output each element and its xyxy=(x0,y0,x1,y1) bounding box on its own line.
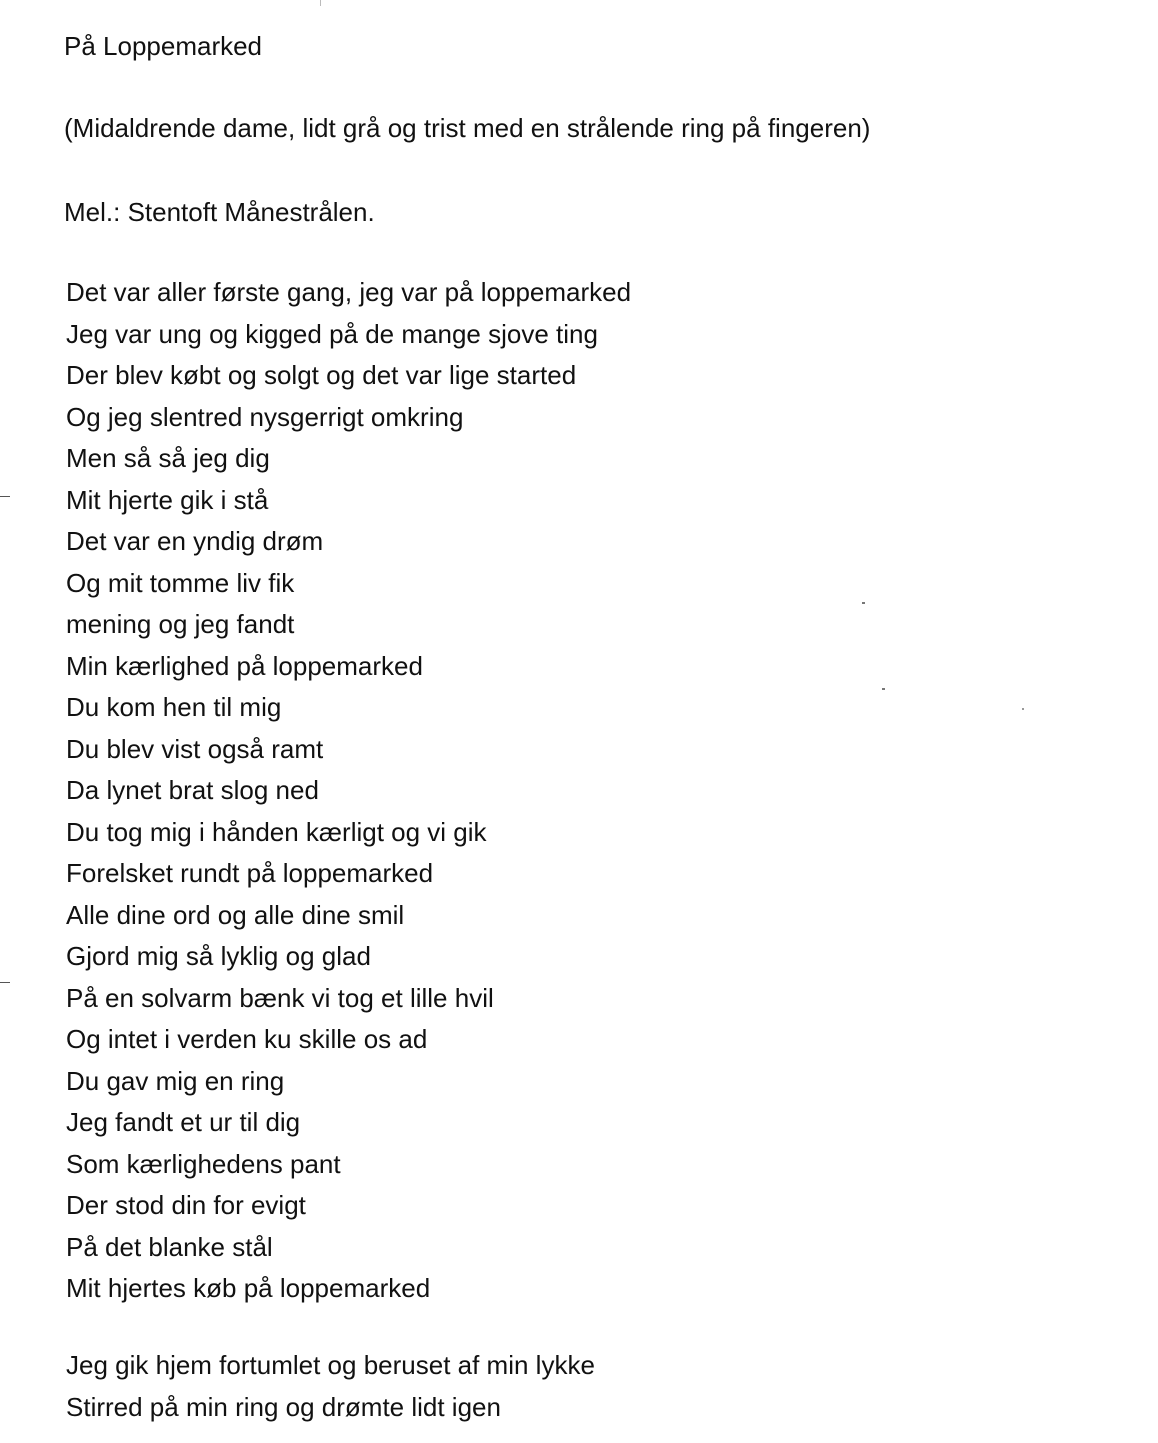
lyric-line: Det var aller første gang, jeg var på loppemarked xyxy=(66,277,632,307)
lyric-line: Jeg var ung og kigged på de mange sjove ting xyxy=(66,318,598,349)
lyric-line: Som kærlighedens pant xyxy=(66,1148,341,1179)
lyric-line: Mit hjerte gik i stå xyxy=(66,484,269,515)
lyric-line: Mit hjertes køb på loppemarked xyxy=(66,1273,431,1303)
lyric-line: På det blanke stål xyxy=(66,1231,273,1262)
lyric-line: Jeg gik hjem fortumlet og beruset af min lykke xyxy=(66,1350,595,1380)
scan-speck xyxy=(862,602,865,604)
melody-line: Mel.: Stentoft Månestrålen. xyxy=(64,197,375,227)
stage-direction: (Midaldrende dame, lidt grå og trist med en strålende ring på fingeren) xyxy=(64,113,871,143)
scan-speck xyxy=(882,688,885,690)
lyric-line: Men så så jeg dig xyxy=(66,443,270,473)
verse-2 xyxy=(66,1345,595,1428)
lyric-line: Alle dine ord og alle dine smil xyxy=(66,899,405,930)
lyric-line: Det var en yndig drøm xyxy=(66,526,324,556)
lyric-line: Da lynet brat slog ned xyxy=(66,775,319,805)
scan-mark xyxy=(0,982,10,983)
scan-speck xyxy=(1022,708,1024,710)
lyric-line: Der blev købt og solgt og det var lige started xyxy=(66,360,577,390)
lyric-line: På en solvarm bænk vi tog et lille hvil xyxy=(66,982,494,1013)
lyric-line: Min kærlighed på loppemarked xyxy=(66,650,423,681)
lyric-line: Stirred på min ring og drømte lidt igen xyxy=(66,1391,501,1422)
song-title: På Loppemarked xyxy=(64,31,263,61)
scan-mark xyxy=(0,496,10,497)
lyric-line: Du tog mig i hånden kærligt og vi gik xyxy=(66,816,487,847)
lyric-line: Jeg fandt et ur til dig xyxy=(66,1107,301,1137)
lyric-line: Du gav mig en ring xyxy=(66,1065,285,1096)
lyric-line: Du blev vist også ramt xyxy=(66,733,324,764)
lyric-line: Gjord mig så lyklig og glad xyxy=(66,941,371,971)
verse-1 xyxy=(66,272,631,1310)
lyric-line: Og mit tomme liv fik xyxy=(66,567,295,598)
lyric-line: Der stod din for evigt xyxy=(66,1190,306,1220)
lyric-line: Og intet i verden ku skille os ad xyxy=(66,1024,428,1054)
lyric-line: mening og jeg fandt xyxy=(66,609,295,639)
lyric-line: Og jeg slentred nysgerrigt omkring xyxy=(66,401,464,432)
scan-mark xyxy=(320,0,321,6)
lyric-line: Forelsket rundt på loppemarked xyxy=(66,858,434,888)
lyric-line: Du kom hen til mig xyxy=(66,692,282,722)
